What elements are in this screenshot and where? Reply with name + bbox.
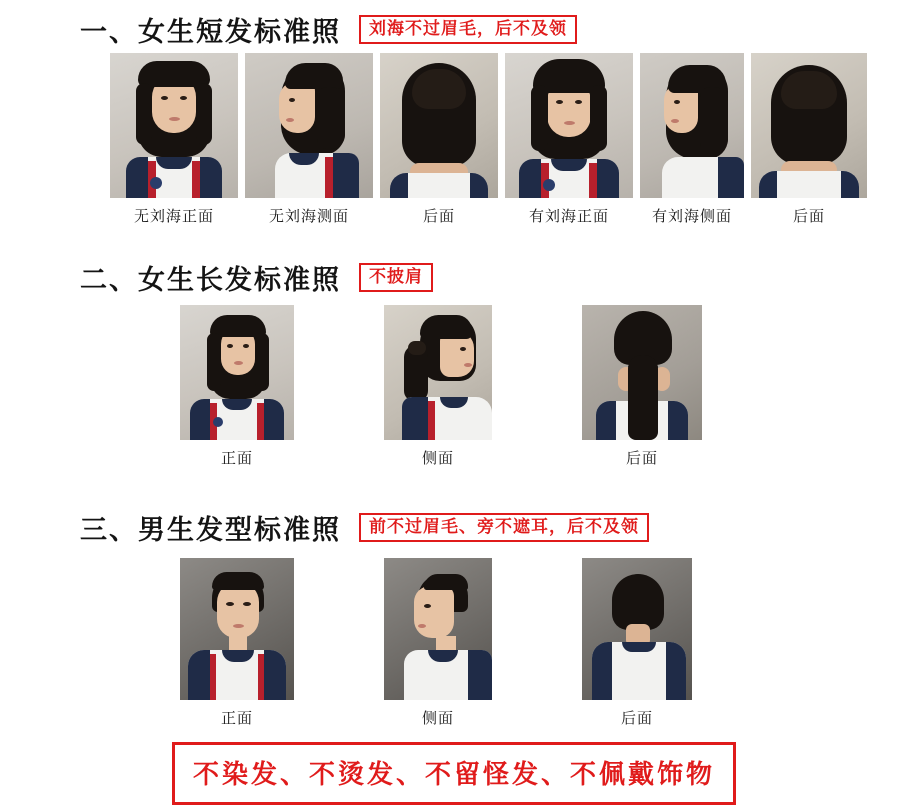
photo-cell — [384, 305, 492, 468]
photo-girl-short-back — [380, 53, 498, 198]
photo-girl-long-side — [384, 305, 492, 440]
photo-caption: 后面 — [620, 711, 653, 727]
section-header-boys-hair — [80, 508, 649, 547]
photo-caption: 正面 — [220, 451, 253, 467]
photo-cell — [180, 305, 294, 468]
section-header-girls-long-hair — [80, 258, 433, 297]
photo-boy-side — [384, 558, 492, 700]
section-title: 三、男生发型标准照 — [80, 515, 341, 545]
photo-cell — [582, 305, 702, 468]
section-header-girls-short-hair — [80, 10, 577, 49]
photo-cell — [380, 53, 498, 226]
photo-cell — [245, 53, 373, 226]
photo-boy-front — [180, 558, 294, 700]
photo-caption: 侧面 — [421, 711, 454, 727]
photo-caption: 后面 — [625, 451, 658, 467]
photo-cell — [384, 558, 492, 728]
photo-strip-boys-hair — [180, 558, 692, 728]
photo-caption: 侧面 — [421, 451, 454, 467]
photo-cell — [505, 53, 633, 226]
section-title: 二、女生长发标准照 — [80, 265, 341, 295]
photo-girl-long-front — [180, 305, 294, 440]
photo-cell — [582, 558, 692, 728]
photo-caption: 有刘海侧面 — [651, 209, 732, 225]
photo-cell — [640, 53, 744, 226]
section-note-badge: 不披肩 — [359, 263, 433, 293]
photo-girl-long-back — [582, 305, 702, 440]
photo-girl-short-fringe-front — [505, 53, 633, 198]
photo-caption: 后面 — [422, 209, 455, 225]
photo-caption: 有刘海正面 — [528, 209, 609, 225]
section-note-badge: 前不过眉毛、旁不遮耳，后不及领 — [359, 513, 649, 543]
photo-strip-girls-short-hair — [110, 53, 867, 226]
photo-cell — [751, 53, 867, 226]
section-note-badge: 刘海不过眉毛，后不及领 — [359, 15, 577, 45]
footer-rule-container — [172, 742, 736, 805]
photo-cell — [110, 53, 238, 226]
photo-caption: 无刘海正面 — [133, 209, 214, 225]
section-title: 一、女生短发标准照 — [80, 17, 341, 47]
photo-girl-short-back-2 — [751, 53, 867, 198]
photo-strip-girls-long-hair — [180, 305, 702, 468]
photo-caption: 无刘海测面 — [268, 209, 349, 225]
photo-cell — [180, 558, 294, 728]
photo-caption: 后面 — [792, 209, 825, 225]
photo-girl-short-no-fringe-front — [110, 53, 238, 198]
photo-boy-back — [582, 558, 692, 700]
photo-girl-short-fringe-side — [640, 53, 744, 198]
photo-caption: 正面 — [220, 711, 253, 727]
footer-rule-badge: 不染发、不烫发、不留怪发、不佩戴饰物 — [172, 742, 736, 805]
photo-girl-short-no-fringe-side — [245, 53, 373, 198]
